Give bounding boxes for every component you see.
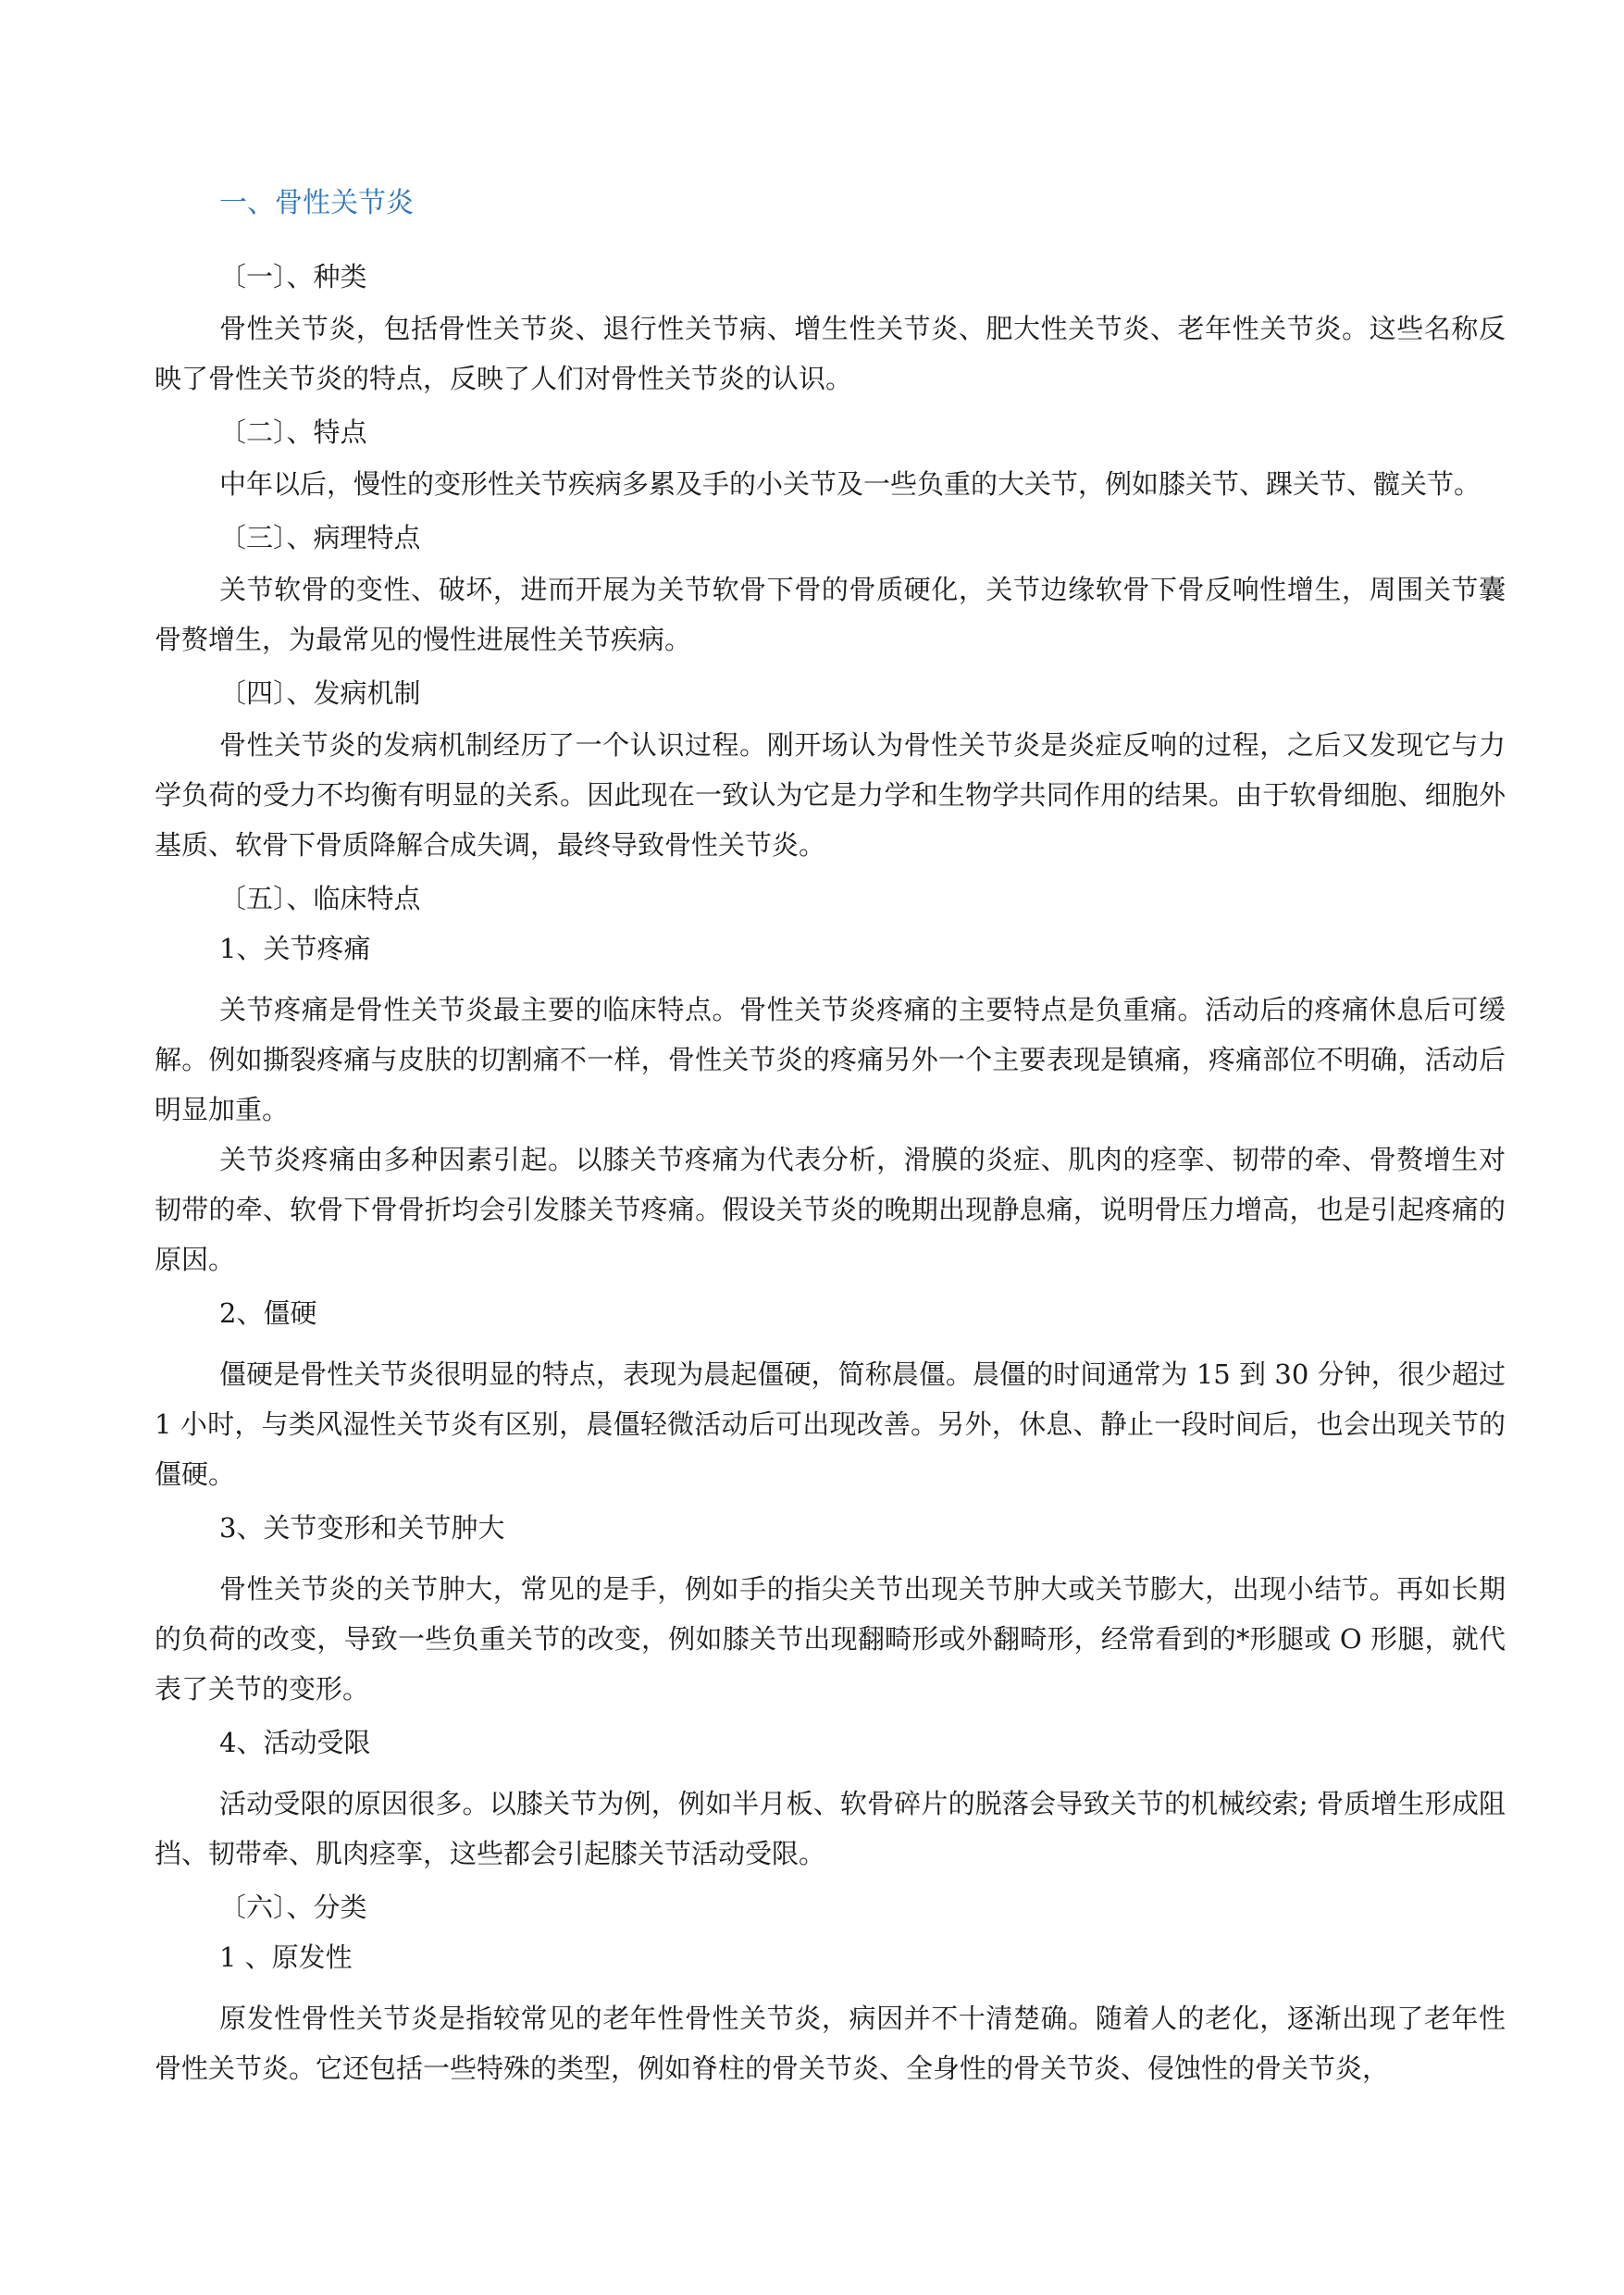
subheading-stiffness: 2、僵硬	[219, 1297, 317, 1329]
paragraph-primary: 原发性骨性关节炎是指较常见的老年性骨性关节炎，病因并不十清楚确。随着人的老化，逐渐出现了老年性骨性关节炎。它还包括一些特殊的类型，例如脊柱的骨关节炎、全身性的骨关节炎、侵蚀性的骨关节炎，	[155, 2003, 1506, 2084]
heading-mechanism: 〔四〕、发病机制	[219, 677, 421, 709]
heading-features: 〔二〕、特点	[219, 416, 367, 448]
heading-classification: 〔六〕、分类	[219, 1892, 367, 1923]
subheading-limited-motion: 4、活动受限	[219, 1727, 371, 1758]
section-title: 一、骨性关节炎	[219, 187, 414, 219]
subheading-primary: 1 、原发性	[219, 1941, 353, 1973]
subheading-deformity: 3、关节变形和关节肿大	[219, 1512, 505, 1544]
heading-types: 〔一〕、种类	[219, 261, 367, 292]
paragraph-limited-motion: 活动受限的原因很多。以膝关节为例，例如半月板、软骨碎片的脱落会导致关节的机械绞索; 骨质增生形成阻挡、韧带牵、肌肉痉挛，这些都会引起膝关节活动受限。	[155, 1788, 1506, 1869]
paragraph-types: 骨性关节炎，包括骨性关节炎、退行性关节病、增生性关节炎、肥大性关节炎、老年性关节炎。这些名称反映了骨性关节炎的特点，反映了人们对骨性关节炎的认识。	[155, 313, 1506, 394]
paragraph-features: 中年以后，慢性的变形性关节疾病多累及手的小关节及一些负重的大关节，例如膝关节、踝关节、髋关节。	[219, 468, 1481, 500]
paragraph-stiffness: 僵硬是骨性关节炎很明显的特点，表现为晨起僵硬，简称晨僵。晨僵的时间通常为 15 到 30 分钟，很少超过 1 小时，与类风湿性关节炎有区别，晨僵轻微活动后可出现改善。另外，休息、静止一段时间后，也会出现关节的僵硬。	[155, 1358, 1506, 1490]
heading-pathology: 〔三〕、病理特点	[219, 522, 421, 553]
paragraph-deformity: 骨性关节炎的关节肿大，常见的是手，例如手的指尖关节出现关节肿大或关节膨大，出现小结节。再如长期的负荷的改变，导致一些负重关节的改变，例如膝关节出现翻畸形或外翻畸形，经常看到的*形腿或 O 形腿，就代表了关节的变形。	[155, 1573, 1506, 1705]
paragraph-pathology: 关节软骨的变性、破坏，进而开展为关节软骨下骨的骨质硬化，关节边缘软骨下骨反响性增生，周围关节囊骨赘增生，为最常见的慢性进展性关节疾病。	[155, 574, 1506, 655]
subheading-joint-pain: 1、关节疼痛	[219, 933, 371, 964]
paragraph-mechanism: 骨性关节炎的发病机制经历了一个认识过程。刚开场认为骨性关节炎是炎症反响的过程，之后又发现它与力学负荷的受力不均衡有明显的关系。因此现在一致认为它是力学和生物学共同作用的结果。由于软骨细胞、细胞外基质、软骨下骨质降解合成失调，最终导致骨性关节炎。	[155, 729, 1506, 861]
paragraph-joint-pain-1: 关节疼痛是骨性关节炎最主要的临床特点。骨性关节炎疼痛的主要特点是负重痛。活动后的疼痛休息后可缓解。例如撕裂疼痛与皮肤的切割痛不一样，骨性关节炎的疼痛另外一个主要表现是镇痛，疼痛部位不明确，活动后明显加重。	[155, 994, 1506, 1125]
document-page	[155, 185, 1506, 2093]
paragraph-joint-pain-2: 关节炎疼痛由多种因素引起。以膝关节疼痛为代表分析，滑膜的炎症、肌肉的痉挛、韧带的牵、骨赘增生对韧带的牵、软骨下骨骨折均会引发膝关节疼痛。假设关节炎的晚期出现静息痛，说明骨压力增高，也是引起疼痛的原因。	[155, 1144, 1506, 1275]
heading-clinical: 〔五〕、临床特点	[219, 883, 421, 914]
